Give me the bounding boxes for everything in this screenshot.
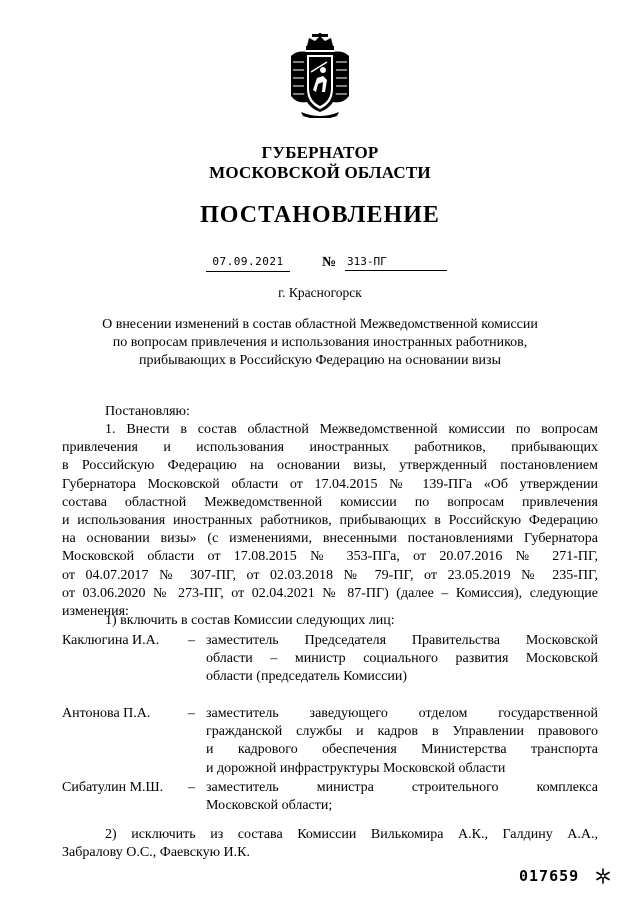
paragraph-line: в Российскую Федерацию на основании визы, утвержденный постановлением bbox=[62, 458, 598, 474]
snowflake-mark-icon bbox=[594, 867, 612, 885]
item-1-heading: 1) включить в состав Комиссии следующих лиц: bbox=[105, 613, 395, 628]
paragraph-line: от 04.07.2017 № 307-ПГ, от 02.03.2018 № 79-ПГ, от 23.05.2019 № 235-ПГ, bbox=[62, 567, 598, 583]
paragraph-1 bbox=[62, 421, 598, 621]
member-position bbox=[206, 779, 598, 815]
subject-line: по вопросам привлечения и использования иностранных работников, bbox=[112, 335, 528, 350]
issue-place: г. Красногорск bbox=[278, 285, 362, 300]
paragraph-line: состава областной Межведомственной комиссии по вопросам привлечения bbox=[62, 494, 598, 510]
document-date: 07.09.2021 bbox=[206, 253, 290, 272]
member-name: Каклюгина И.А. bbox=[62, 633, 160, 648]
subject-line: О внесении изменений в состав областной Межведомственной комиссии bbox=[102, 317, 538, 332]
position-line: гражданской службы и кадров в Управлении правового bbox=[206, 724, 598, 740]
paragraph-line: на основании визы» (с изменениями, внесенными постановлениями Губернатора bbox=[62, 531, 598, 547]
paragraph-line: Забралову О.С., Фаевскую И.К. bbox=[62, 845, 250, 861]
paragraph-line: Губернатора Московской области от 17.04.2015 № 139-ПГа «Об утверждении bbox=[62, 476, 598, 492]
position-line: заместитель Председателя Правительства Московской bbox=[206, 633, 598, 648]
document-number: 313-ПГ bbox=[345, 253, 447, 271]
position-line: заместитель заведующего отделом государственной bbox=[206, 706, 598, 721]
paragraph-line: и использования иностранных работников, прибывающих в Российскую Федерацию bbox=[62, 513, 598, 529]
position-line: и кадрового обеспечения Министерства транспорта bbox=[206, 742, 598, 758]
paragraph-line: от 03.06.2020 № 273-ПГ, от 02.04.2021 № 87-ПГ) (далее – Комиссия), следующие bbox=[62, 585, 598, 601]
number-sign-label: № bbox=[322, 255, 337, 270]
document-type-heading: ПОСТАНОВЛЕНИЕ bbox=[200, 202, 440, 228]
paragraph-line: 1. Внести в состав областной Межведомственной комиссии по вопросам bbox=[105, 422, 598, 437]
paragraph-line: привлечения и использования иностранных работников, прибывающих bbox=[62, 440, 598, 456]
decree-word: Постановляю: bbox=[105, 404, 190, 419]
serial-number: 017659 bbox=[519, 867, 580, 885]
paragraph-2 bbox=[62, 826, 598, 862]
position-line: Московской области; bbox=[206, 798, 333, 814]
document-subject bbox=[60, 316, 580, 370]
member-dash: – bbox=[188, 633, 195, 648]
issuer-title-line1: ГУБЕРНАТОР bbox=[261, 143, 379, 162]
position-line: заместитель министра строительного комплекса bbox=[206, 780, 598, 795]
member-position bbox=[206, 705, 598, 778]
member-name: Сибатулин М.Ш. bbox=[62, 780, 164, 795]
member-position bbox=[206, 632, 598, 687]
member-dash: – bbox=[188, 706, 195, 721]
position-line: области – министр социального развития Московской bbox=[206, 651, 598, 667]
issuer-title-line2: МОСКОВСКОЙ ОБЛАСТИ bbox=[209, 163, 431, 182]
subject-line: прибывающих в Российскую Федерацию на основании визы bbox=[139, 353, 501, 368]
coat-of-arms-icon bbox=[287, 32, 353, 118]
member-name: Антонова П.А. bbox=[62, 706, 151, 721]
paragraph-line: изменения: bbox=[62, 604, 129, 620]
position-line: и дорожной инфраструктуры Московской области bbox=[206, 760, 506, 776]
member-dash: – bbox=[188, 780, 195, 795]
paragraph-line: Московской области от 17.08.2015 № 353-ПГа, от 20.07.2016 № 271-ПГ, bbox=[62, 549, 598, 565]
position-line: области (председатель Комиссии) bbox=[206, 669, 407, 685]
paragraph-line: 2) исключить из состава Комиссии Вилькомира А.К., Галдину А.А., bbox=[105, 827, 598, 842]
